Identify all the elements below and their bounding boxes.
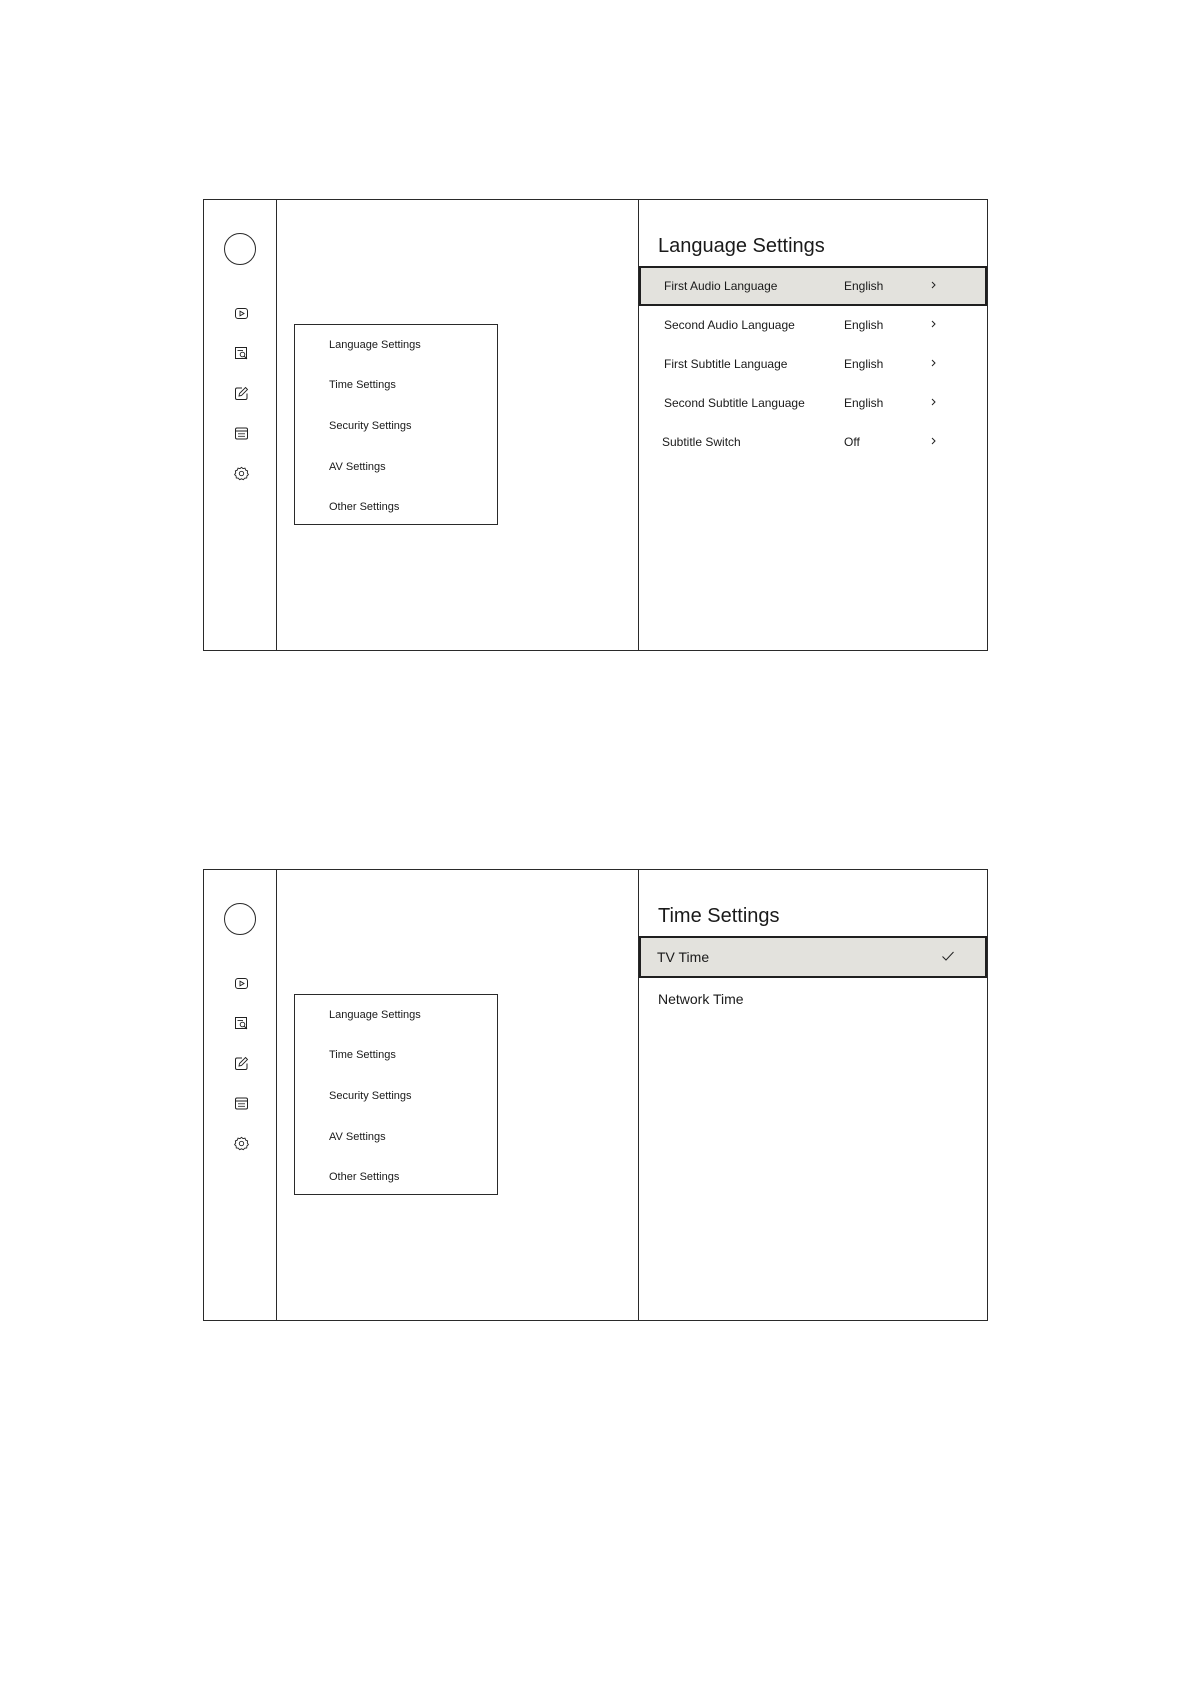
setting-row-first-subtitle-language[interactable] — [639, 344, 987, 384]
setting-value: English — [844, 318, 884, 332]
icon-rail — [204, 870, 277, 1320]
setting-value: English — [844, 279, 884, 293]
menu-item-av-settings[interactable]: AV Settings — [329, 461, 386, 473]
menu-item-language-settings[interactable]: Language Settings — [329, 1009, 421, 1021]
avatar[interactable] — [224, 903, 256, 935]
setting-row-first-audio-language[interactable] — [639, 266, 987, 306]
menu-item-time-settings[interactable]: Time Settings — [329, 379, 396, 391]
setting-row-second-audio-language[interactable] — [639, 305, 987, 345]
play-icon[interactable] — [234, 976, 249, 991]
chevron-right-icon — [929, 318, 939, 330]
chevron-right-icon — [929, 279, 939, 291]
setting-row-second-subtitle-language[interactable] — [639, 383, 987, 423]
setting-label: Subtitle Switch — [662, 435, 741, 449]
edit-icon[interactable] — [234, 1056, 249, 1071]
calendar-icon[interactable] — [234, 426, 249, 441]
chevron-right-icon — [929, 357, 939, 369]
middle-pane — [277, 200, 639, 650]
gear-icon[interactable] — [234, 466, 249, 481]
setting-label: First Audio Language — [664, 279, 778, 293]
setting-label: Second Audio Language — [664, 318, 795, 332]
language-settings-screen — [203, 199, 988, 651]
menu-item-security-settings[interactable]: Security Settings — [329, 420, 412, 432]
option-tv-time[interactable] — [639, 936, 987, 978]
edit-icon[interactable] — [234, 386, 249, 401]
checkmark-icon — [941, 950, 955, 962]
language-settings-panel — [639, 200, 987, 650]
menu-item-av-settings[interactable]: AV Settings — [329, 1131, 386, 1143]
menu-item-other-settings[interactable]: Other Settings — [329, 1171, 400, 1183]
panel-title: Language Settings — [658, 235, 825, 257]
icon-rail — [204, 200, 277, 650]
setting-value: English — [844, 357, 884, 371]
avatar[interactable] — [224, 233, 256, 265]
time-settings-panel — [639, 870, 987, 1320]
chevron-right-icon — [929, 396, 939, 408]
play-icon[interactable] — [234, 306, 249, 321]
menu-item-security-settings[interactable]: Security Settings — [329, 1090, 412, 1102]
setting-label: Second Subtitle Language — [664, 396, 805, 410]
menu-item-time-settings[interactable]: Time Settings — [329, 1049, 396, 1061]
option-network-time[interactable] — [639, 978, 987, 1020]
setting-value: Off — [844, 435, 860, 449]
search-list-icon[interactable] — [234, 346, 249, 361]
option-label: TV Time — [657, 949, 710, 965]
setting-row-subtitle-switch[interactable] — [639, 422, 987, 462]
calendar-icon[interactable] — [234, 1096, 249, 1111]
option-label: Network Time — [658, 991, 744, 1007]
menu-item-language-settings[interactable]: Language Settings — [329, 339, 421, 351]
chevron-right-icon — [929, 435, 939, 447]
gear-icon[interactable] — [234, 1136, 249, 1151]
setting-value: English — [844, 396, 884, 410]
middle-pane — [277, 870, 639, 1320]
menu-item-other-settings[interactable]: Other Settings — [329, 501, 400, 513]
settings-menu — [294, 994, 498, 1195]
setting-label: First Subtitle Language — [664, 357, 788, 371]
settings-menu — [294, 324, 498, 525]
time-settings-screen — [203, 869, 988, 1321]
search-list-icon[interactable] — [234, 1016, 249, 1031]
panel-title: Time Settings — [658, 905, 780, 927]
